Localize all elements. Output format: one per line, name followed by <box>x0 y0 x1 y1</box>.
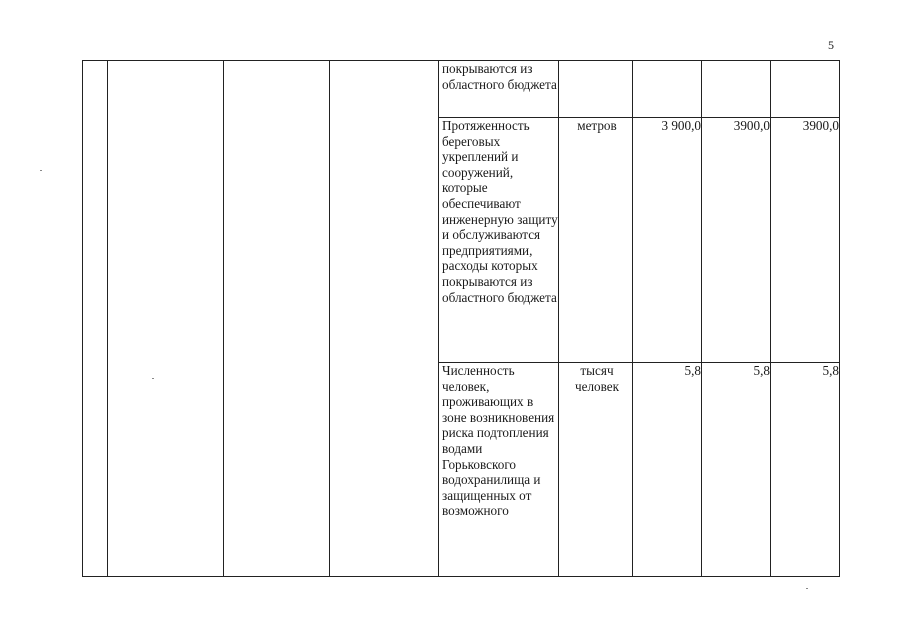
col-index-cell <box>83 61 108 577</box>
value-cell: 3900,0 <box>702 118 771 363</box>
data-table <box>82 60 840 577</box>
value-cell: 5,8 <box>771 363 840 577</box>
value-cell <box>633 61 702 118</box>
scan-speck <box>806 588 808 589</box>
value-cell: 5,8 <box>633 363 702 577</box>
indicator-description-cell <box>439 363 559 577</box>
indicator-description: Протяженность береговых укреплений и сооружений, которые обеспечивают инженерную защиту и обслуживаются предприятиями, расходы которых покрываются из областного бюджета <box>439 118 559 363</box>
col-task-cell <box>224 61 330 577</box>
unit-cell: тысяч человек <box>559 363 633 577</box>
unit-cell: метров <box>559 118 633 363</box>
col-indicator-group-cell <box>330 61 439 577</box>
unit-cell <box>559 61 633 118</box>
page-number: 5 <box>828 38 834 52</box>
scan-speck <box>40 170 42 171</box>
value-cell <box>702 61 771 118</box>
value-cell: 5,8 <box>702 363 771 577</box>
value-cell: 3900,0 <box>771 118 840 363</box>
indicator-description: покрываются из областного бюджета <box>439 61 559 118</box>
value-cell <box>771 61 840 118</box>
col-goal-cell <box>108 61 224 577</box>
value-cell: 3 900,0 <box>633 118 702 363</box>
indicator-description: Численность человек, проживающих в зоне возникновения риска подтопления водами Горьковского водохранилища и защищенных от возможного <box>442 363 555 519</box>
table-row <box>83 61 840 118</box>
